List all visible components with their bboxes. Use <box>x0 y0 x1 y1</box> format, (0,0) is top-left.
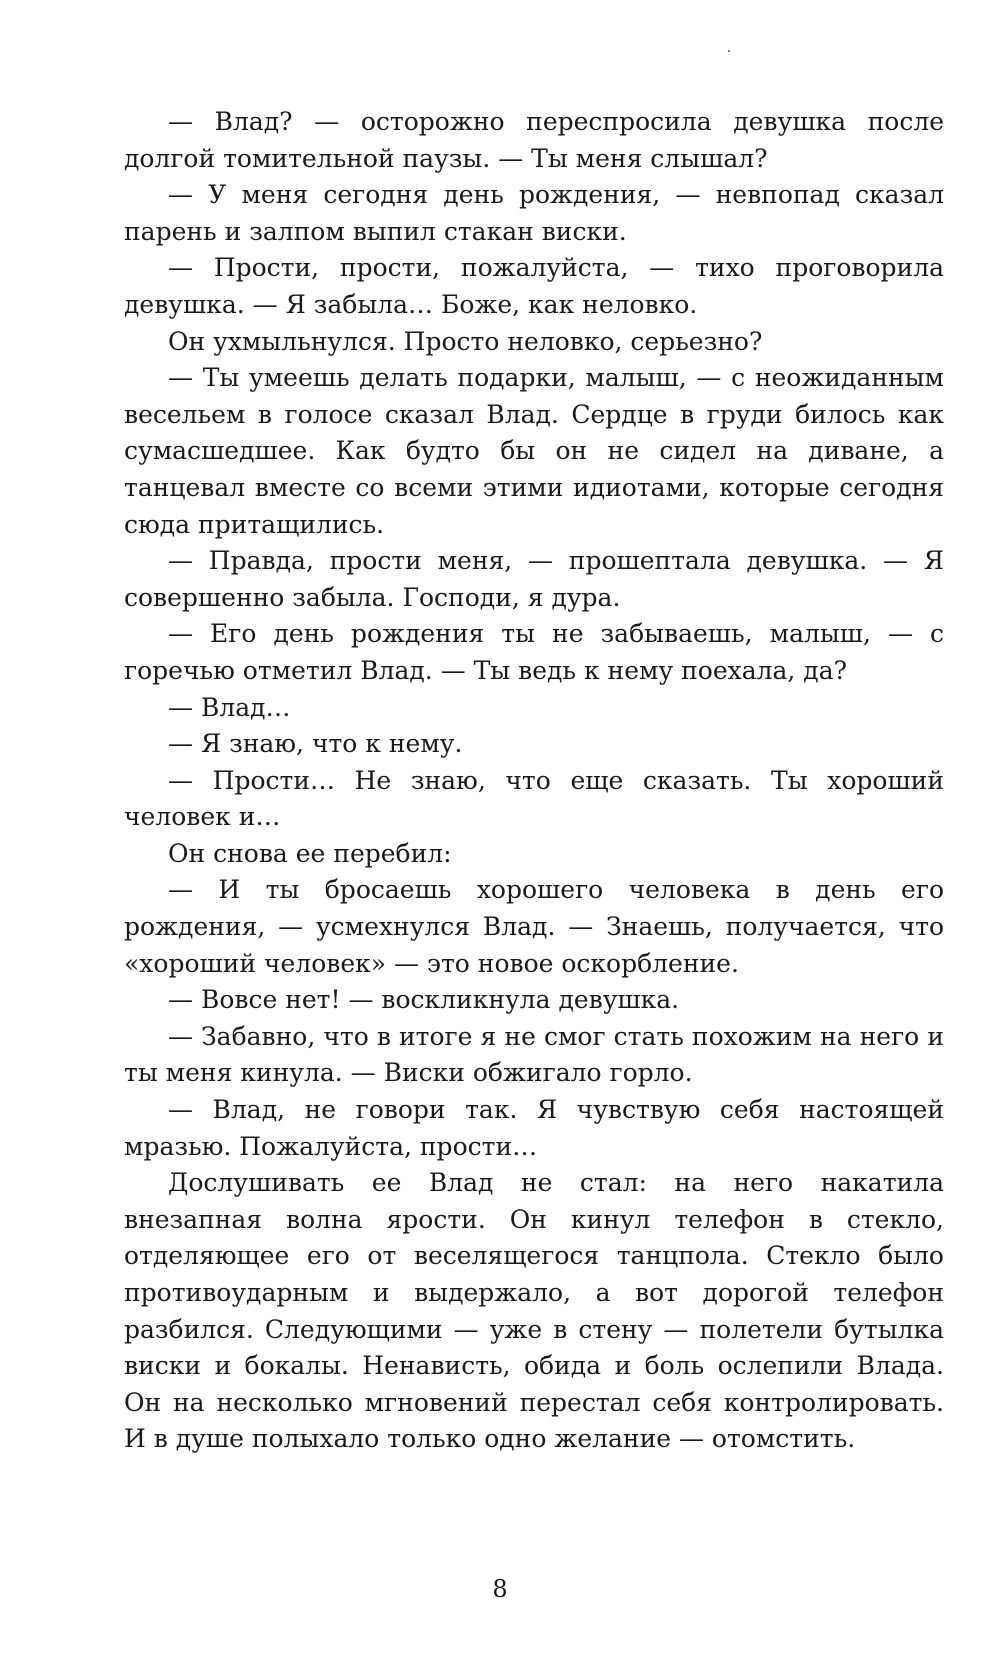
paragraph-10: — Прости… Не знаю, что еще сказать. Ты хороший человек и… <box>124 765 944 832</box>
print-speck <box>728 50 730 52</box>
paragraph-13: — Вовсе нет! — воскликнула девушка. <box>168 985 680 1015</box>
paragraph-7: — Его день рождения ты не забываешь, малыш, — с горечью отметил Влад. — Ты ведь к нему поехала, да? <box>124 619 944 685</box>
paragraph-2: — У меня сегодня день рождения, — невпопад сказал парень и залпом выпил стакан виски. <box>124 180 944 246</box>
paragraph-9: — Я знаю, что к нему. <box>168 729 463 759</box>
paragraph-4: Он ухмыльнулся. Просто неловко, серьезно? <box>168 326 763 356</box>
paragraph-11: Он снова ее перебил: <box>168 838 452 868</box>
paragraph-12: — И ты бросаешь хорошего человека в день его рождения, — усмехнулся Влад. — Знаешь, получается, что «хороший человек» — это новое оскорбление. <box>124 875 944 978</box>
paragraph-1: — Влад? — осторожно переспросила девушка после долгой томительной паузы. — Ты меня слышал? <box>124 107 944 173</box>
paragraph-5: — Ты умеешь делать подарки, малыш, — с неожиданным весельем в голосе сказал Влад. Сердце в груди билось как сумасшедшее. Как будто бы он не сидел на диване, а танцевал вместе со всеми этими идиотами, которые сегодня сюда притащились. <box>124 363 944 539</box>
page-body-text <box>124 104 944 1458</box>
paragraph-8: — Влад… <box>168 692 291 722</box>
paragraph-16: Дослушивать ее Влад не стал: на него накатила внезапная волна ярости. Он кинул телефон в стекло, отделяющее его от веселящегося танцпола. Стекло было противоударным и выдержало, а вот дорогой телефон разбился. Следующими — уже в стену — полетели бутылка виски и бокалы. Ненависть, обида и боль ослепили Влада. Он на несколько мгновений перестал себя контролировать. И в душе полыхало только одно желание — отомстить. <box>124 1168 944 1454</box>
paragraph-15: — Влад, не говори так. Я чувствую себя настоящей мразью. Пожалуйста, прости… <box>124 1095 944 1161</box>
paragraph-6: — Правда, прости меня, — прошептала девушка. — Я совершенно забыла. Господи, я дура. <box>124 546 944 612</box>
paragraph-3: — Прости, прости, пожалуйста, — тихо проговорила девушка. — Я забыла… Боже, как неловко. <box>124 253 944 319</box>
page-number: 8 <box>492 1575 508 1603</box>
paragraph-14: — Забавно, что в итоге я не смог стать похожим на него и ты меня кинула. — Виски обжигало горло. <box>124 1021 944 1088</box>
